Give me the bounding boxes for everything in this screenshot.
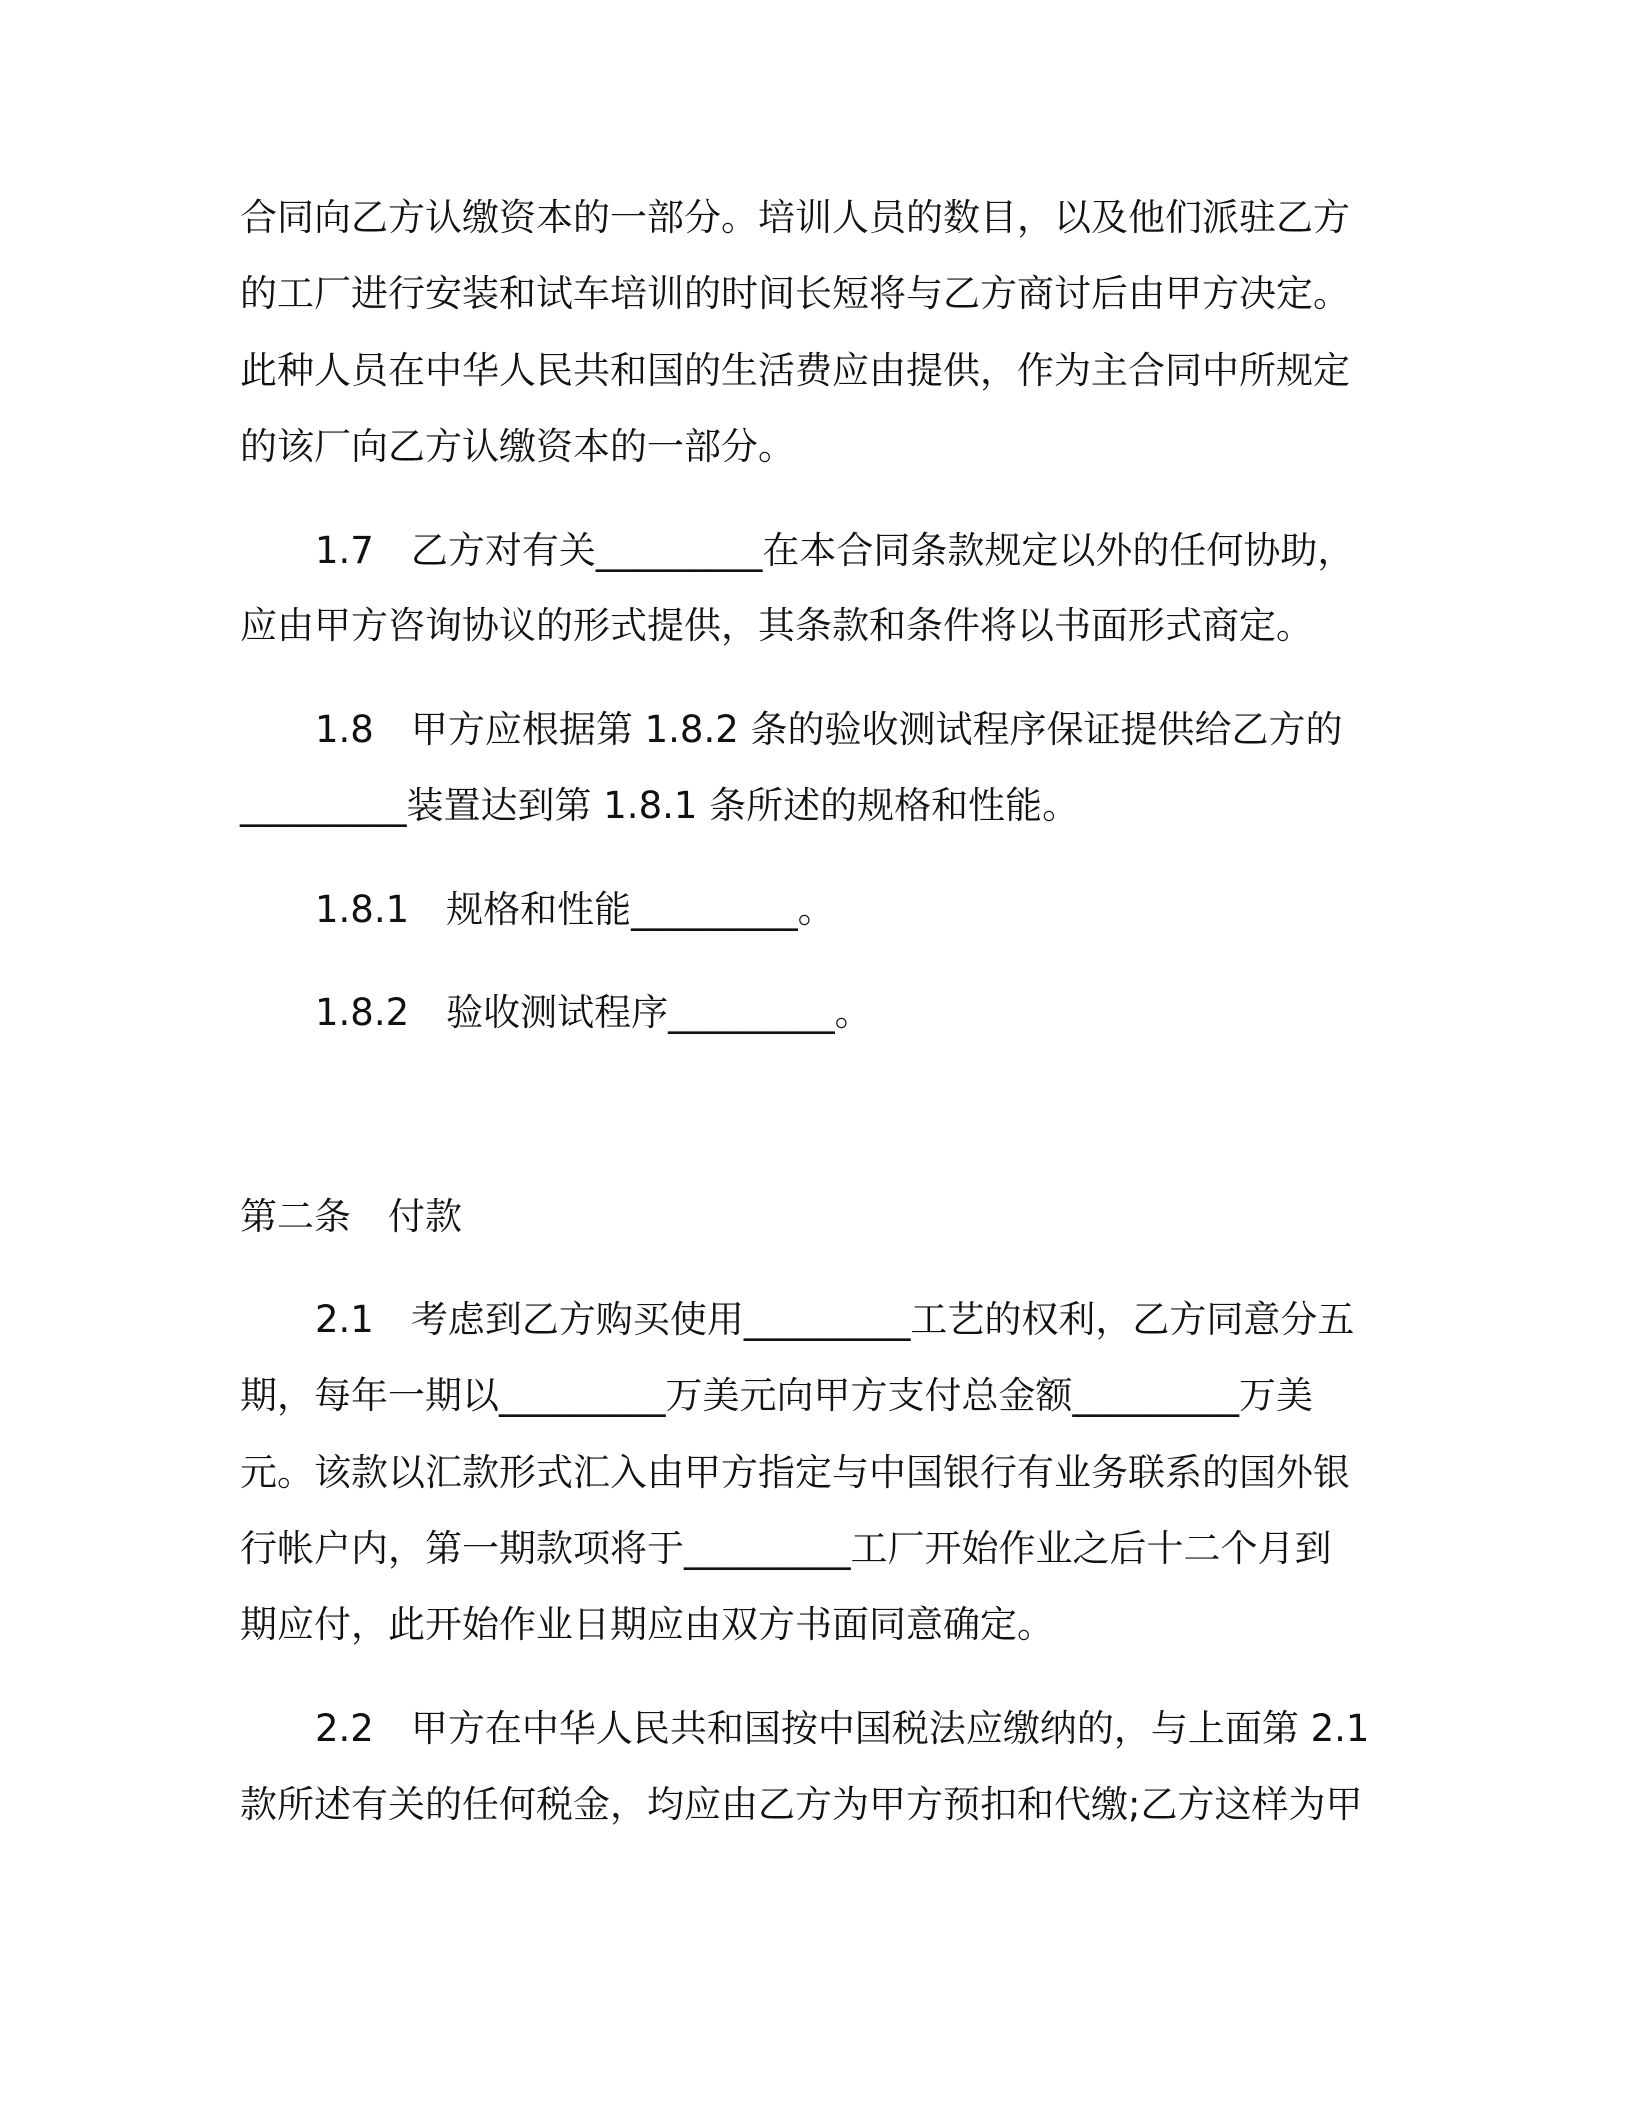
text-line-3: 此种人员在中华人民共和国的生活费应由提供，作为主合同中所规定 [240, 349, 1350, 392]
clause-1-8-line-1: 1.8 甲方应根据第 1.8.2 条的验收测试程序保证提供给乙方的 [315, 708, 1343, 751]
text-line-4: 的该厂向乙方认缴资本的一部分。 [240, 425, 795, 468]
text-line-2: 的工厂进行安装和试车培训的时间长短将与乙方商讨后由甲方决定。 [240, 272, 1350, 315]
clause-2-1-line-5: 期应付，此开始作业日期应由双方书面同意确定。 [240, 1603, 1054, 1646]
clause-2-2-line-2: 款所述有关的任何税金，均应由乙方为甲方预扣和代缴;乙方这样为甲 [240, 1783, 1363, 1826]
clause-2-1-line-2: 期，每年一期以_________万美元向甲方支付总金额_________万美 [240, 1374, 1313, 1417]
clause-2-1-line-1: 2.1 考虑到乙方购买使用_________工艺的权利，乙方同意分五 [315, 1298, 1355, 1341]
clause-2-2-line-1: 2.2 甲方在中华人民共和国按中国税法应缴纳的，与上面第 2.1 [315, 1707, 1370, 1750]
text-line-1: 合同向乙方认缴资本的一部分。培训人员的数目，以及他们派驻乙方 [240, 196, 1350, 239]
clause-1-8-1: 1.8.1 规格和性能_________。 [315, 888, 835, 931]
clause-1-8-2: 1.8.2 验收测试程序_________。 [315, 991, 872, 1034]
clause-1-8-line-2: _________装置达到第 1.8.1 条所述的规格和性能。 [240, 784, 1080, 827]
clause-2-1-line-3: 元。该款以汇款形式汇入由甲方指定与中国银行有业务联系的国外银 [240, 1451, 1350, 1494]
clause-1-7-line-1: 1.7 乙方对有关_________在本合同条款规定以外的任何协助， [315, 529, 1355, 572]
section-heading: 第二条 付款 [240, 1195, 462, 1238]
clause-1-7-line-2: 应由甲方咨询协议的形式提供，其条款和条件将以书面形式商定。 [240, 604, 1313, 647]
clause-2-1-line-4: 行帐户内，第一期款项将于_________工厂开始作业之后十二个月到 [240, 1527, 1332, 1570]
